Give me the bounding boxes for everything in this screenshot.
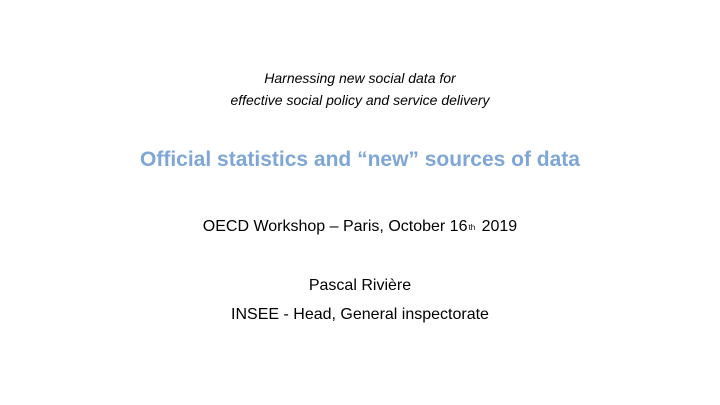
date-ordinal-superscript: th — [468, 223, 476, 232]
presenter-role: INSEE - Head, General inspectorate — [231, 306, 489, 323]
slide-title: Official statistics and “new” sources of data — [140, 148, 580, 171]
presenter-name: Pascal Rivière — [308, 277, 412, 294]
workshop-line — [0, 217, 720, 238]
workshop-year: 2019 — [477, 218, 518, 235]
workshop-text: OECD Workshop – Paris, October 16 — [202, 218, 468, 235]
subtitle-line-1: Harnessing new social data for — [264, 70, 456, 86]
subtitle-line-2: effective social policy and service delivery — [230, 92, 490, 108]
